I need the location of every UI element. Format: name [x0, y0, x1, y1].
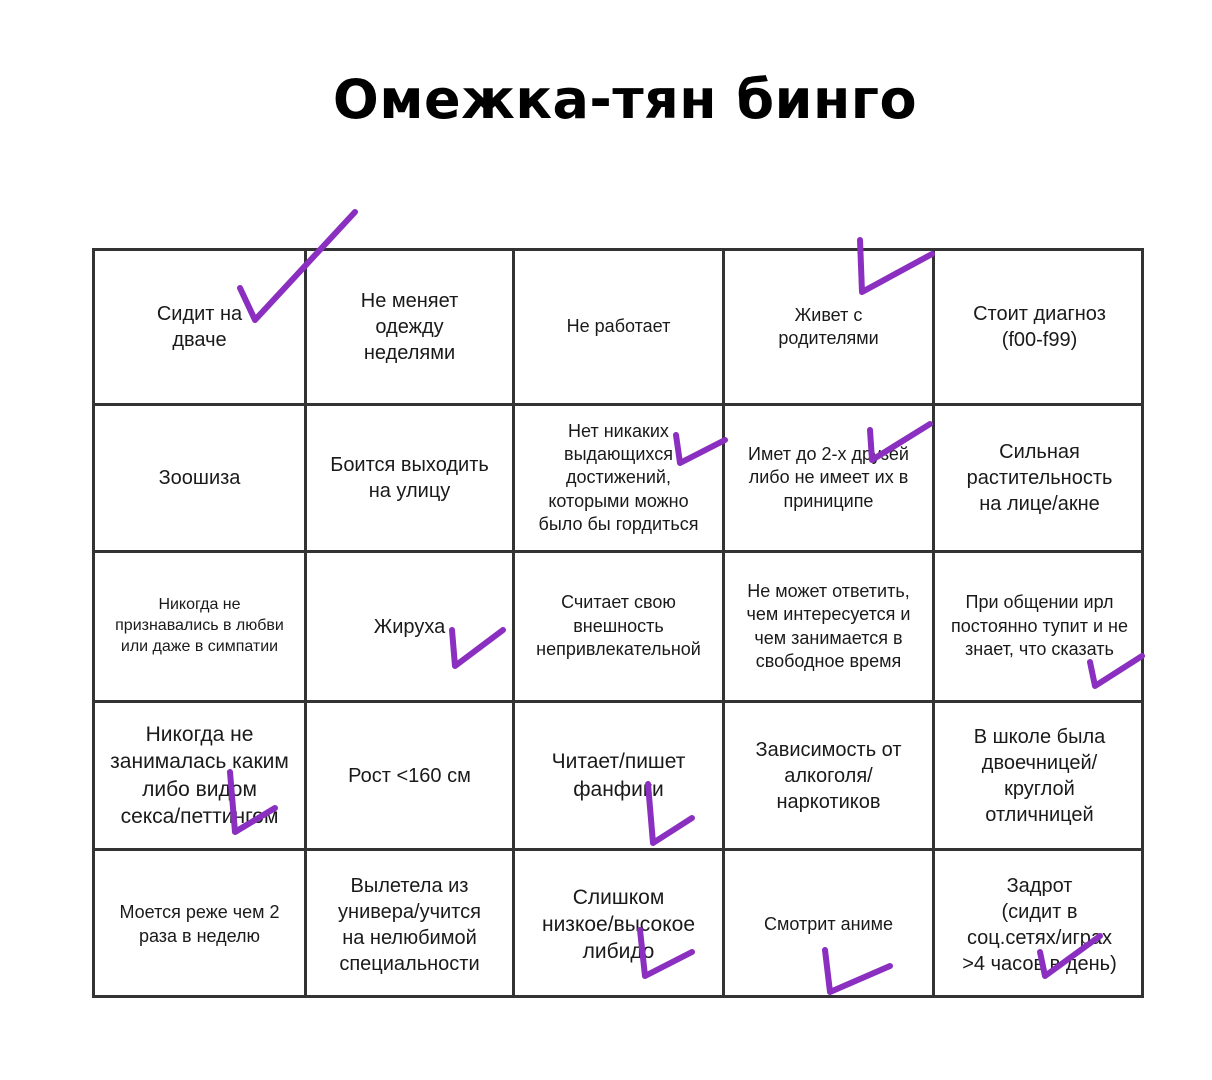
- bingo-cell: [935, 406, 1144, 553]
- bingo-cell: [95, 703, 307, 851]
- bingo-cell: [307, 851, 515, 998]
- bingo-cell-label: Никогда не признавались в любви или даже в симпатии: [115, 596, 284, 655]
- bingo-cell-label: Слишком низкое/высокое либидо: [541, 885, 696, 964]
- bingo-cell-label: Рост <160 см: [348, 764, 471, 787]
- bingo-cell: [515, 553, 725, 703]
- bingo-cell-label: Считает свою внешность непривлекательной: [536, 592, 701, 660]
- bingo-cell: [515, 406, 725, 553]
- bingo-cell: [935, 703, 1144, 851]
- bingo-cell-label: Никогда не занималась каким либо видом секса/петтингом: [110, 722, 289, 828]
- bingo-cell: [935, 251, 1144, 406]
- bingo-cell-label: Боится выходить на улицу: [330, 454, 489, 502]
- bingo-cell-label: Читает/пишет фанфики: [551, 750, 686, 801]
- bingo-cell-label: Нет никаких выдающихся достижений, которыми можно было бы гордиться: [538, 420, 699, 535]
- bingo-cell-label: Моется реже чем 2 раза в неделю: [119, 902, 280, 946]
- bingo-cell: [725, 251, 935, 406]
- bingo-cell-label: Сидит на дваче: [156, 303, 243, 351]
- bingo-cell-label: Зоошиза: [158, 467, 241, 489]
- bingo-cell-label: Вылетела из универа/учится на нелюбимой специальности: [338, 874, 481, 975]
- bingo-cell-label: Задрот (сидит в соц.сетях/играх >4 часов в день): [962, 874, 1117, 975]
- bingo-cell-label: Имет до 2-х друзей либо не имеет их в приниципе: [748, 443, 909, 511]
- bingo-cell: [935, 851, 1144, 998]
- bingo-cell: [95, 851, 307, 998]
- bingo-cell-label: Смотрит аниме: [764, 913, 893, 934]
- bingo-grid: [92, 248, 1144, 998]
- bingo-cell: [95, 251, 307, 406]
- bingo-cell: [307, 406, 515, 553]
- bingo-cell-label: Живет с родителями: [778, 304, 879, 348]
- bingo-cell-label: Не меняет одежду неделями: [360, 290, 459, 364]
- bingo-cell: [95, 553, 307, 703]
- bingo-cell: [725, 553, 935, 703]
- bingo-cell: [725, 703, 935, 851]
- bingo-cell: [725, 851, 935, 998]
- bingo-cell-label: Стоит диагноз (f00-f99): [973, 303, 1106, 351]
- bingo-cell-label: Сильная растительность на лице/акне: [966, 441, 1113, 515]
- bingo-cell: [515, 251, 725, 406]
- bingo-cell: [935, 553, 1144, 703]
- bingo-cell: [725, 406, 935, 553]
- bingo-cell: [95, 406, 307, 553]
- bingo-cell: [307, 553, 515, 703]
- bingo-cell-label: Жируха: [373, 615, 446, 638]
- bingo-cell-label: Зависимость от алкоголя/ наркотиков: [755, 738, 902, 813]
- bingo-cell: [307, 251, 515, 406]
- bingo-cell-label: При общении ирл постоянно тупит и не знает, что сказать: [951, 592, 1128, 660]
- bingo-cell: [307, 703, 515, 851]
- bingo-cell-label: Не может ответить, чем интересуется и чем занимается в свободное время: [746, 580, 911, 671]
- bingo-cell: [515, 851, 725, 998]
- page-title: Омежка-тян бинго: [332, 68, 918, 131]
- bingo-cell: [515, 703, 725, 851]
- bingo-cell-label: Не работает: [566, 316, 671, 337]
- bingo-cell-label: В школе была двоечницей/ круглой отличницей: [973, 725, 1106, 826]
